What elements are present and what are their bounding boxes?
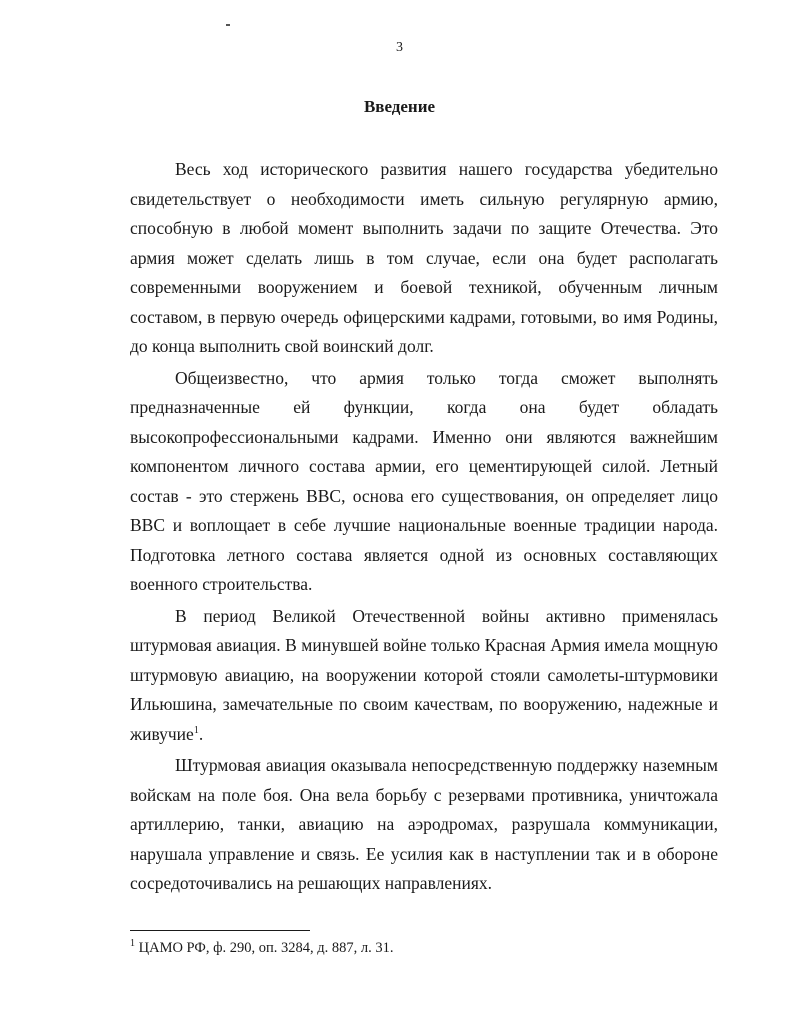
footnote-text: ЦАМО РФ, ф. 290, оп. 3284, д. 887, л. 31. xyxy=(138,940,394,956)
paragraph-3 xyxy=(130,602,718,750)
paragraph-4: Штурмовая авиация оказывала непосредственную поддержку наземным войскам на поле боя. Она вела борьбу с резервами противника, уничтожала артиллерию, танки, авиацию на аэродромах, разрушала коммуникации, нарушала управление и связь. Ее усилия как в наступлении так и в обороне сосредоточивались на решающих направлениях. xyxy=(130,755,718,893)
scan-speck xyxy=(226,24,230,26)
footnote-marker: 1 xyxy=(130,938,135,950)
paragraph-1: Весь ход исторического развития нашего государства убедительно свидетельствует о необходимости иметь сильную регулярную армию, способную в любой момент выполнить задачи по защите Отечества. Это армия может сделать лишь в том случае, если она будет располагать современными вооружением и боевой техникой, обученным личным составом, в первую очередь офицерскими кадрами, готовыми, во имя Родины, до конца выполнить свой воинский долг. xyxy=(130,159,718,356)
paragraph-3-period: . xyxy=(198,723,204,744)
paragraph-3-text: В период Великой Отечественной войны активно применялась штурмовая авиация. В минувшей войне только Красная Армия имела мощную штурмовую авиацию, на вооружении которой стояли самолеты-штурмовики Ильюшина, замечательные по своим качествам, по вооружению, надежные и живучие xyxy=(130,605,718,744)
paragraph-2: Общеизвестно, что армия только тогда сможет выполнять предназначенные ей функции, когда она будет обладать высокопрофессиональными кадрами. Именно они являются важнейшим компонентом личного состава армии, его цементирующей силой. Летный состав - это стержень ВВС, основа его существования, он определяет лицо ВВС и воплощает в себе лучшие национальные военные традиции народа. Подготовка летного состава является одной из основных составляющих военного строительства. xyxy=(130,367,718,594)
footnote xyxy=(130,940,393,957)
page-title: Введение xyxy=(363,97,436,116)
footnote-divider xyxy=(130,930,310,931)
footnote-reference[interactable]: 1 xyxy=(193,724,199,736)
body-text xyxy=(130,155,718,899)
page-number: 3 xyxy=(396,40,403,55)
